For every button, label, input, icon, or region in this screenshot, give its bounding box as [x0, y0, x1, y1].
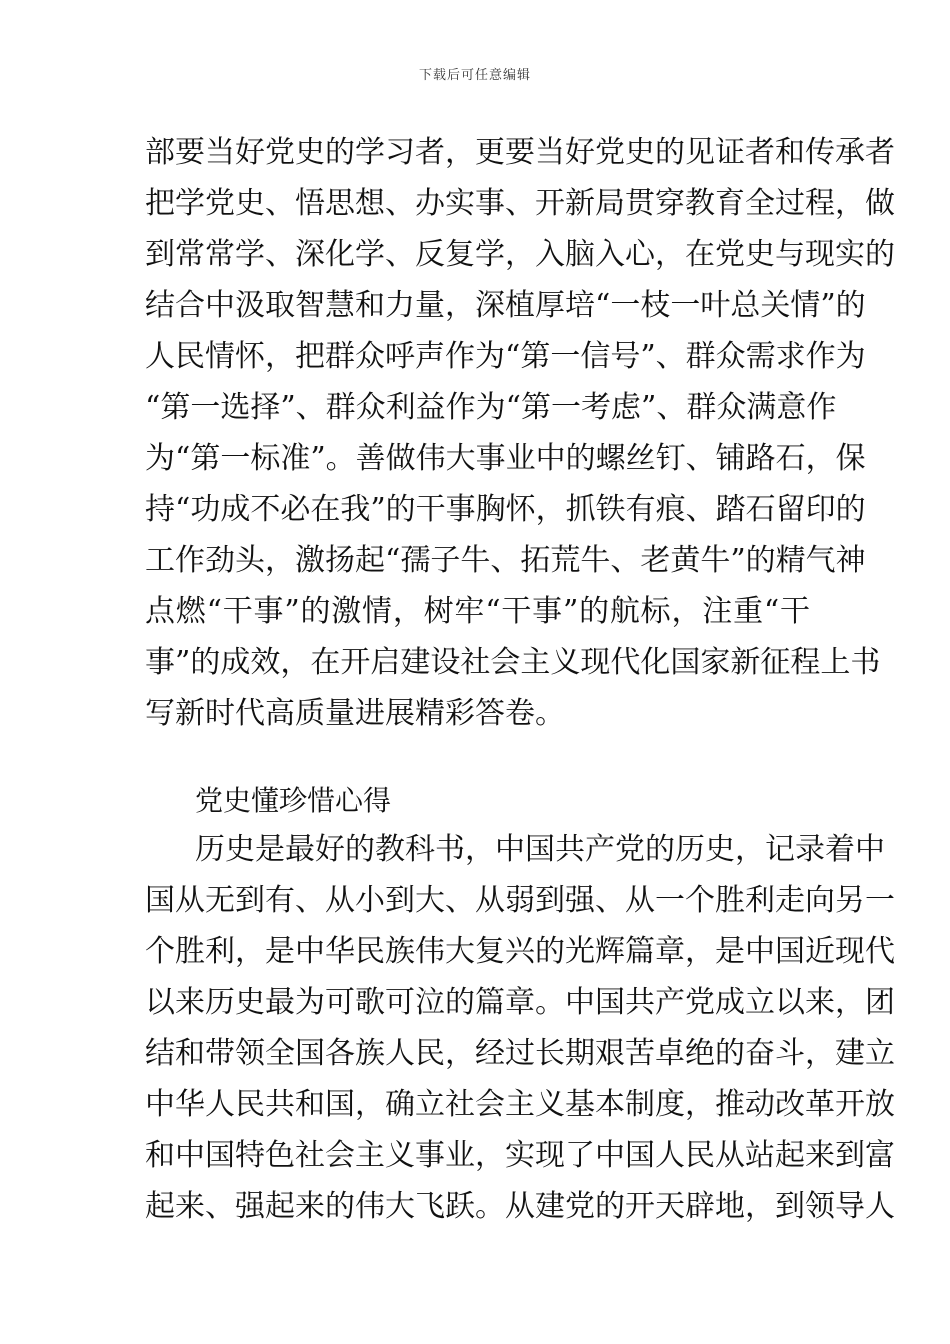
text-line: 事”的成效，在开启建设社会主义现代化国家新征程上书	[145, 645, 881, 680]
text-line: 点燃“干事”的激情，树牢“干事”的航标，注重“干	[145, 594, 810, 629]
text-line: 以来历史最为可歌可泣的篇章。中国共产党成立以来，团	[145, 985, 895, 1020]
text-line: “第一选择”、群众利益作为“第一考虑”、群众满意作	[145, 390, 837, 425]
text-line: 写新时代高质量进展精彩答卷。	[145, 696, 565, 731]
text-line: 历史是最好的教科书，中国共产党的历史，记录着中	[195, 832, 885, 867]
text-line: 为“第一标准”。善做伟大事业中的螺丝钉、铺路石，保	[145, 441, 866, 476]
paragraph-history	[145, 824, 895, 1232]
text-line: 部要当好党史的学习者，更要当好党史的见证者和传承者	[145, 135, 895, 170]
paragraph-continued	[145, 127, 895, 739]
text-line: 结和带领全国各族人民，经过长期艰苦卓绝的奋斗，建立	[145, 1036, 895, 1071]
text-line: 起来、强起来的伟大飞跃。从建党的开天辟地，到领导人	[145, 1189, 895, 1224]
text-line: 结合中汲取智慧和力量，深植厚培“一枝一叶总关情”的	[145, 288, 866, 323]
text-line: 人民情怀，把群众呼声作为“第一信号”、群众需求作为	[145, 339, 866, 374]
text-line: 个胜利，是中华民族伟大复兴的光辉篇章，是中国近现代	[145, 934, 895, 969]
text-line: 和中国特色社会主义事业，实现了中国人民从站起来到富	[145, 1138, 895, 1173]
text-line: 到常常学、深化学、反复学，入脑入心，在党史与现实的	[145, 237, 895, 272]
page-header-note: 下载后可任意编辑	[418, 68, 531, 83]
text-line: 把学党史、悟思想、办实事、开新局贯穿教育全过程，做	[145, 186, 895, 221]
text-line: 国从无到有、从小到大、从弱到强、从一个胜利走向另一	[145, 883, 895, 918]
text-line: 工作劲头，激扬起“孺子牛、拓荒牛、老黄牛”的精气神	[145, 543, 866, 578]
text-line: 中华人民共和国，确立社会主义基本制度，推动改革开放	[145, 1087, 895, 1122]
section-title: 党史懂珍惜心得	[195, 784, 392, 817]
text-line: 持“功成不必在我”的干事胸怀，抓铁有痕、踏石留印的	[145, 492, 866, 527]
